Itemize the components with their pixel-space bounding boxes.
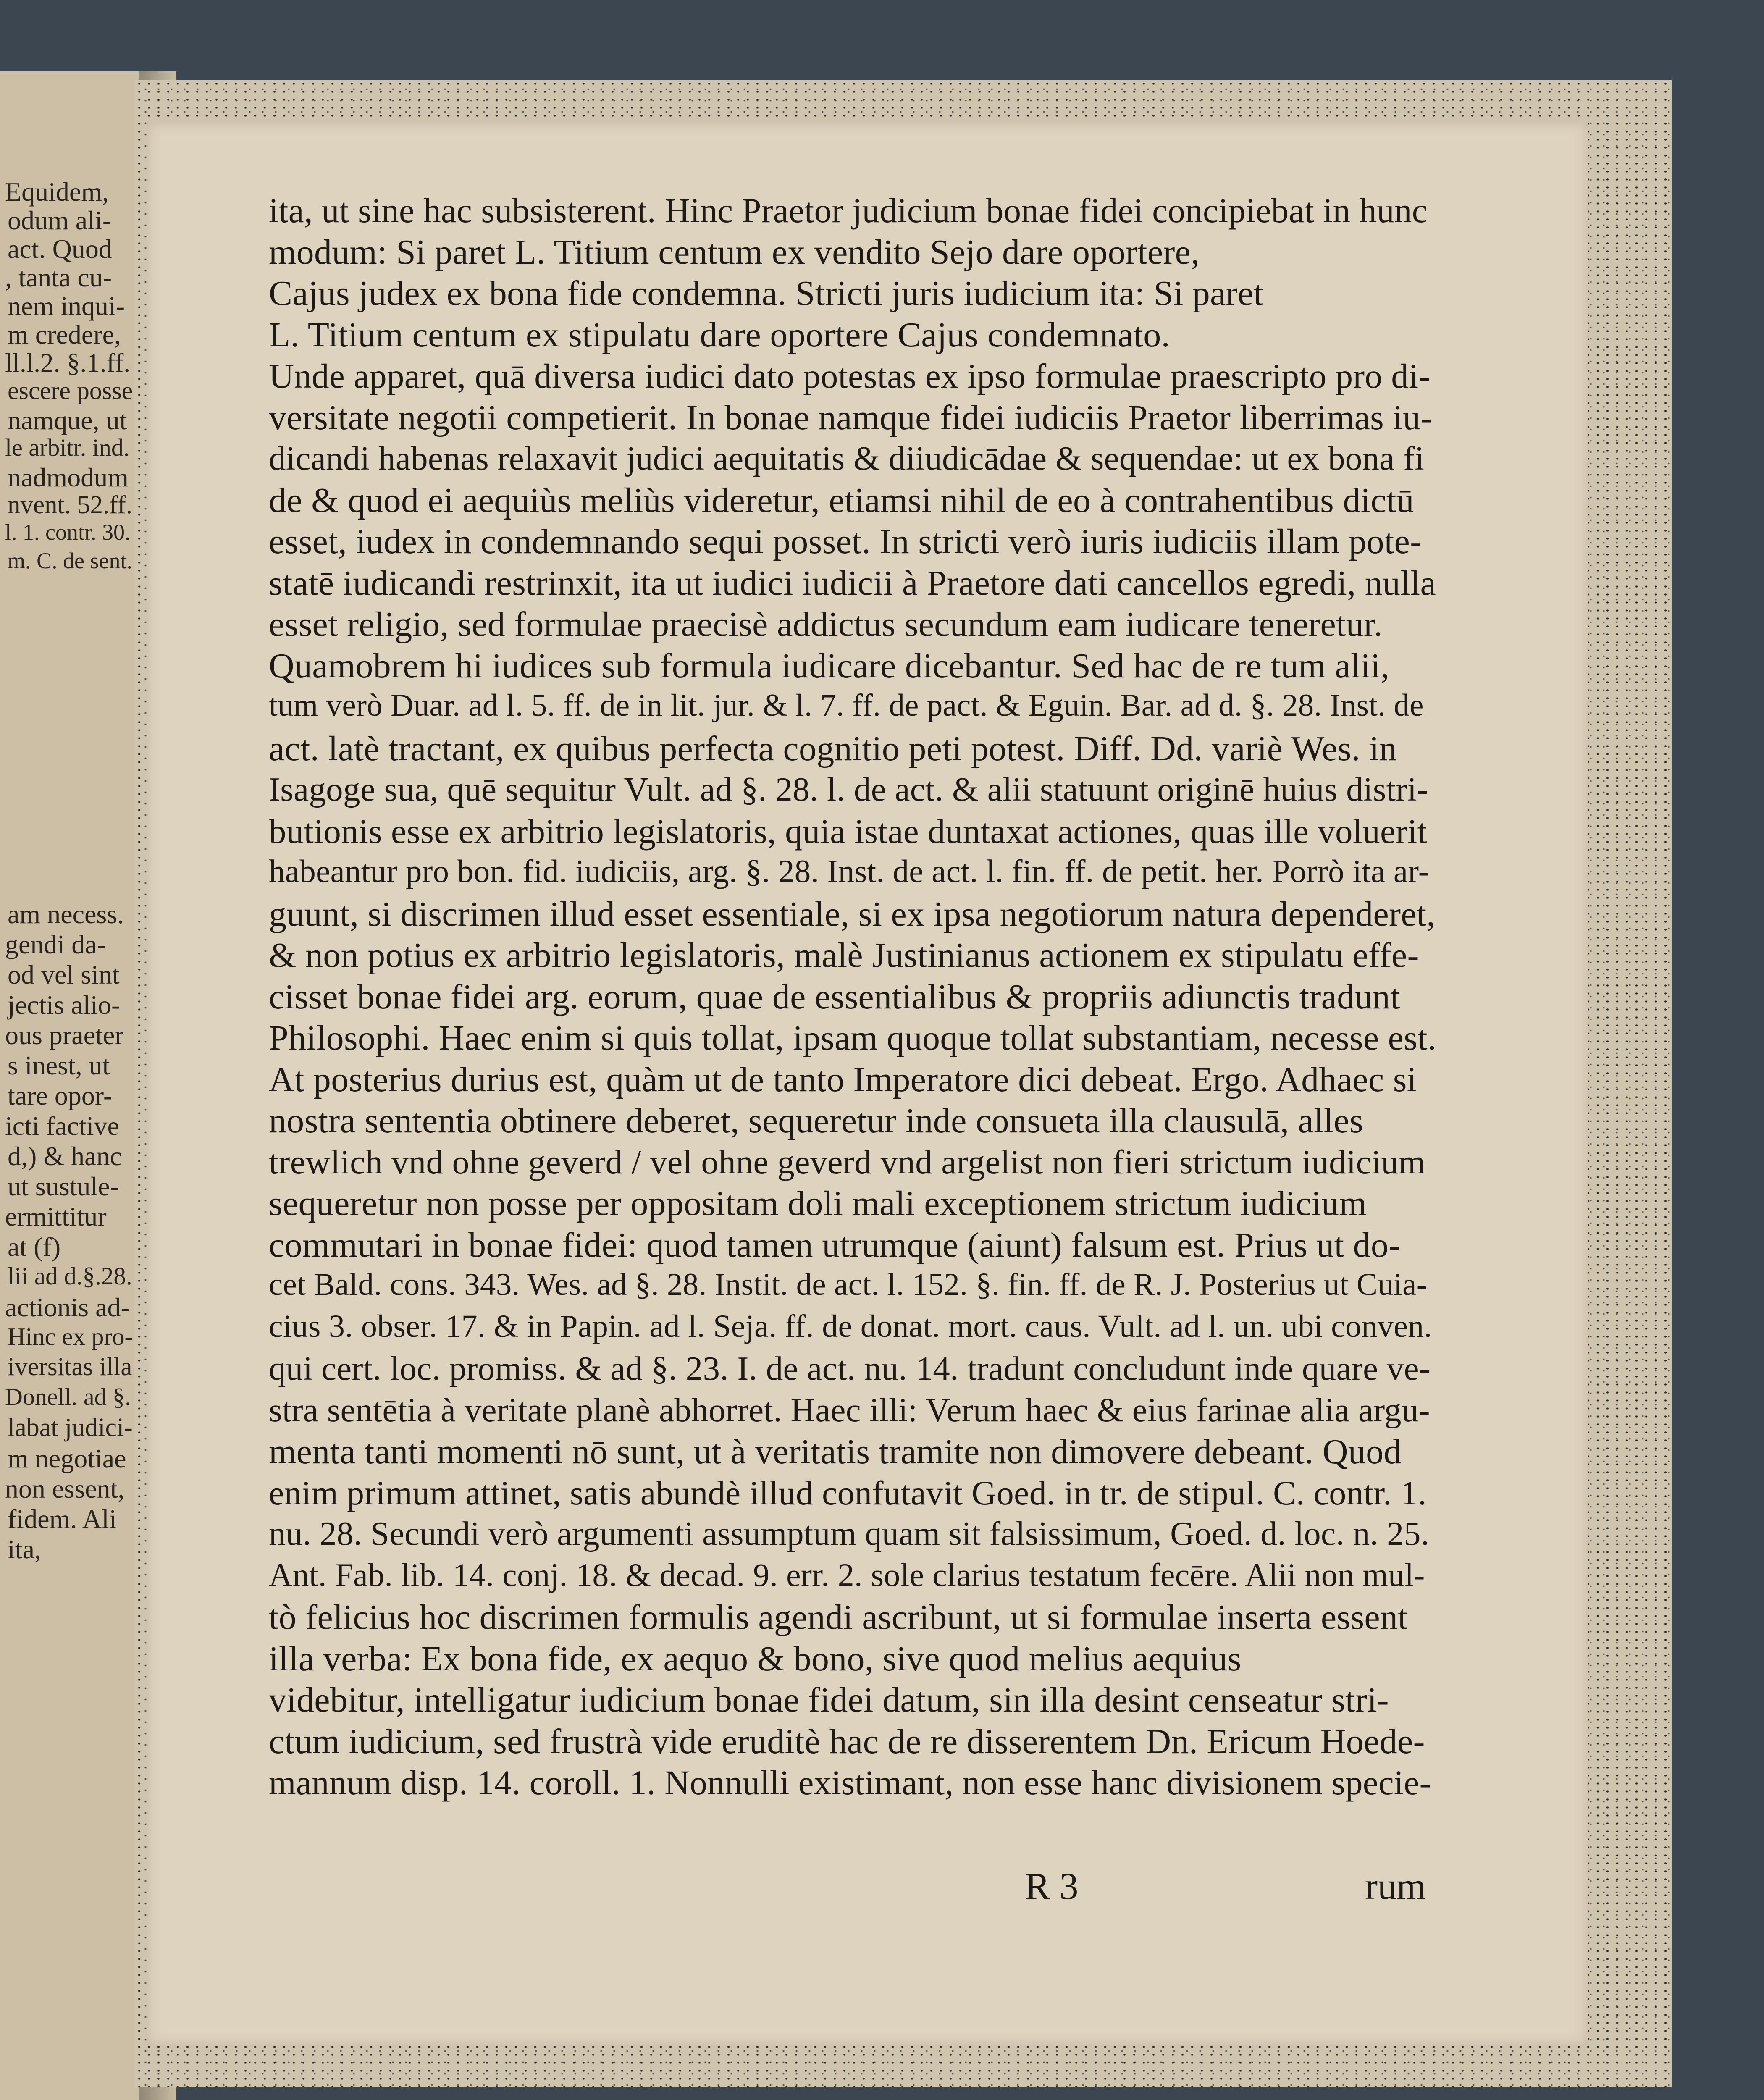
body-line: Philosophi. Haec enim si quis tollat, ipsam quoque tollat substantiam, necesse est. <box>269 1018 1437 1058</box>
left-margin-line: namque, ut <box>8 405 127 435</box>
body-line: ctum iudicium, sed frustrà vide eruditè hac de re disserentem Dn. Ericum Hoede- <box>269 1722 1425 1761</box>
body-line: Quamobrem hi iudices sub formula iudicare dicebantur. Sed hac de re tum alii, <box>269 646 1390 685</box>
left-margin-line: ermittitur <box>5 1202 107 1231</box>
body-line: Unde apparet, quā diversa iudici dato potestas ex ipso formulae praescripto pro di- <box>269 357 1431 395</box>
body-line: & non potius ex arbitrio legislatoris, malè Justinianus actionem ex stipulatu effe- <box>269 936 1419 975</box>
body-line: sequeretur non posse per oppositam doli mali exceptionem strictum iudicium <box>269 1184 1367 1223</box>
left-margin-line: nadmodum <box>8 462 129 492</box>
left-margin-line: d,) & hanc <box>8 1141 122 1171</box>
left-margin-line: ut sustule- <box>8 1171 119 1201</box>
left-margin-line: tare opor- <box>8 1081 113 1110</box>
left-margin-line: Hinc ex pro- <box>8 1323 133 1350</box>
left-margin-line: od vel sint <box>8 960 120 990</box>
body-line: modum: Si paret L. Titium centum ex vendito Sejo dare oportere, <box>269 232 1200 272</box>
body-line: guunt, si discrimen illud esset essentiale, si ex ipsa negotiorum natura dependeret, <box>269 894 1436 934</box>
catchword: rum <box>1365 1866 1426 1907</box>
left-margin-line: ous praeter <box>5 1020 124 1050</box>
body-line: habeantur pro bon. fid. iudiciis, arg. §. 28. Inst. de act. l. fin. ff. de petit. her. Porrò ita ar- <box>269 853 1429 889</box>
body-line: Isagoge sua, quē sequitur Vult. ad §. 28. l. de act. & alii statuunt originē huius distri- <box>269 770 1428 808</box>
body-line: esset, iudex in condemnando sequi posset. In stricti verò iuris iudiciis illam pote- <box>269 522 1422 561</box>
left-margin-line: ll.l.2. §.1.ff. <box>5 348 131 378</box>
left-margin-line: nem inqui- <box>8 291 125 321</box>
left-margin-line: non essent, <box>5 1474 125 1504</box>
body-line: Cajus judex ex bona fide condemna. Stricti juris iudicium ita: Si paret <box>269 274 1264 313</box>
left-margin-line: Equidem, <box>5 177 109 207</box>
left-margin-line: le arbitr. ind. <box>5 434 130 461</box>
body-line: butionis esse ex arbitrio legislatoris, quia istae duntaxat actiones, quas ille voluerit <box>269 811 1427 850</box>
left-margin-line: iversitas illa <box>8 1353 132 1381</box>
signature-mark: R 3 <box>1025 1866 1079 1907</box>
left-margin-line: lii ad d.§.28. <box>8 1262 132 1290</box>
body-line: esset religio, sed formulae praecisè addictus secundum eam iudicare teneretur. <box>269 605 1383 644</box>
left-margin-line: Donell. ad §. <box>5 1383 131 1410</box>
body-line: act. latè tractant, ex quibus perfecta cognitio peti potest. Diff. Dd. variè Wes. in <box>269 729 1397 768</box>
body-line: de & quod ei aequiùs meliùs videretur, etiamsi nihil de eo à contrahentibus dictū <box>269 480 1414 520</box>
left-margin-line: gendi da- <box>5 929 106 959</box>
body-line: Ant. Fab. lib. 14. conj. 18. & decad. 9. err. 2. sole clarius testatum fecēre. Alii non mul- <box>269 1556 1425 1593</box>
left-margin-line: at (f) <box>8 1232 61 1262</box>
body-line: enim primum attinet, satis abundè illud confutavit Goed. in tr. de stipul. C. contr. 1. <box>269 1473 1427 1512</box>
body-line: videbitur, intelligatur iudicium bonae fidei datum, sin illa desint censeatur stri- <box>269 1680 1389 1719</box>
left-margin-line: nvent. 52.ff. <box>8 491 133 519</box>
left-margin-line: s inest, ut <box>8 1050 110 1080</box>
body-line: versitate negotii competierit. In bonae namque fidei iudiciis Praetor liberrimas iu- <box>269 398 1433 437</box>
body-line: At posterius durius est, quàm ut de tanto Imperatore dici debeat. Ergo. Adhaec si <box>269 1060 1417 1099</box>
left-margin-line: l. 1. contr. 30. <box>5 520 131 545</box>
body-line: trewlich vnd ohne geverd / vel ohne geverd vnd argelist non fieri strictum iudicium <box>269 1142 1425 1181</box>
left-margin-line: m negotiae <box>8 1444 126 1473</box>
left-margin-line: m credere, <box>8 320 121 349</box>
left-margin-line: ita, <box>8 1534 41 1564</box>
left-margin-line: jectis alio- <box>8 990 121 1020</box>
body-line: L. Titium centum ex stipulatu dare oportere Cajus condemnato. <box>269 315 1170 354</box>
body-line: statē iudicandi restrinxit, ita ut iudici iudicii à Praetore dati cancellos egredi, nulla <box>269 563 1436 603</box>
body-line: commutari in bonae fidei: quod tamen utrumque (aiunt) falsum est. Prius ut do- <box>269 1225 1401 1265</box>
body-line: ita, ut sine hac subsisterent. Hinc Praetor judicium bonae fidei concipiebat in hunc <box>269 191 1428 230</box>
left-margin-line: fidem. Ali <box>8 1504 117 1534</box>
left-margin-line: , tanta cu- <box>5 262 112 292</box>
body-line: cius 3. obser. 17. & in Papin. ad l. Seja. ff. de donat. mort. caus. Vult. ad l. un. ubi conven. <box>269 1308 1432 1344</box>
body-line: mannum disp. 14. coroll. 1. Nonnulli existimant, non esse hanc divisionem specie- <box>269 1763 1431 1802</box>
body-line: dicandi habenas relaxavit judici aequitatis & diiudicādae & sequendae: ut ex bona fi <box>269 439 1425 477</box>
left-margin-line: icti factive <box>5 1111 119 1141</box>
left-margin-line: labat judici- <box>8 1413 133 1442</box>
body-line: cisset bonae fidei arg. eorum, quae de essentialibus & propriis adiunctis tradunt <box>269 977 1400 1016</box>
left-margin-line: m. C. de sent. <box>8 548 132 573</box>
left-margin-line: actionis ad- <box>5 1292 130 1322</box>
body-line: illa verba: Ex bona fide, ex aequo & bono, sive quod melius aequius <box>269 1639 1242 1678</box>
body-line: tum verò Duar. ad l. 5. ff. de in lit. jur. & l. 7. ff. de pact. & Eguin. Bar. ad d. §. 28. Inst. de <box>269 688 1424 723</box>
left-margin-line: am necess. <box>8 899 124 929</box>
left-margin-line: escere posse <box>8 377 133 404</box>
body-line: stra sentētia à veritate planè abhorret. Haec illi: Verum haec & eius farinae alia argu- <box>269 1391 1430 1429</box>
left-margin-line: act. Quod <box>8 234 112 264</box>
body-line: nu. 28. Secundi verò argumenti assumptum quam sit falsissimum, Goed. d. loc. n. 25. <box>269 1515 1430 1552</box>
body-line: tò felicius hoc discrimen formulis agendi ascribunt, ut si formulae inserta essent <box>269 1598 1408 1637</box>
body-line: cet Bald. cons. 343. Wes. ad §. 28. Instit. de act. l. 152. §. fin. ff. de R. J. Posterius ut Cuia- <box>269 1267 1428 1302</box>
body-line: qui cert. loc. promiss. & ad §. 23. I. de act. nu. 14. tradunt concludunt inde quare ve- <box>269 1349 1431 1387</box>
body-line: nostra sententia obtinere deberet, sequeretur inde consueta illa clausulā, alles <box>269 1101 1363 1140</box>
body-line: menta tanti momenti nō sunt, ut à veritatis tramite non dimovere debeant. Quod <box>269 1432 1402 1471</box>
left-margin-line: odum ali- <box>8 205 112 235</box>
